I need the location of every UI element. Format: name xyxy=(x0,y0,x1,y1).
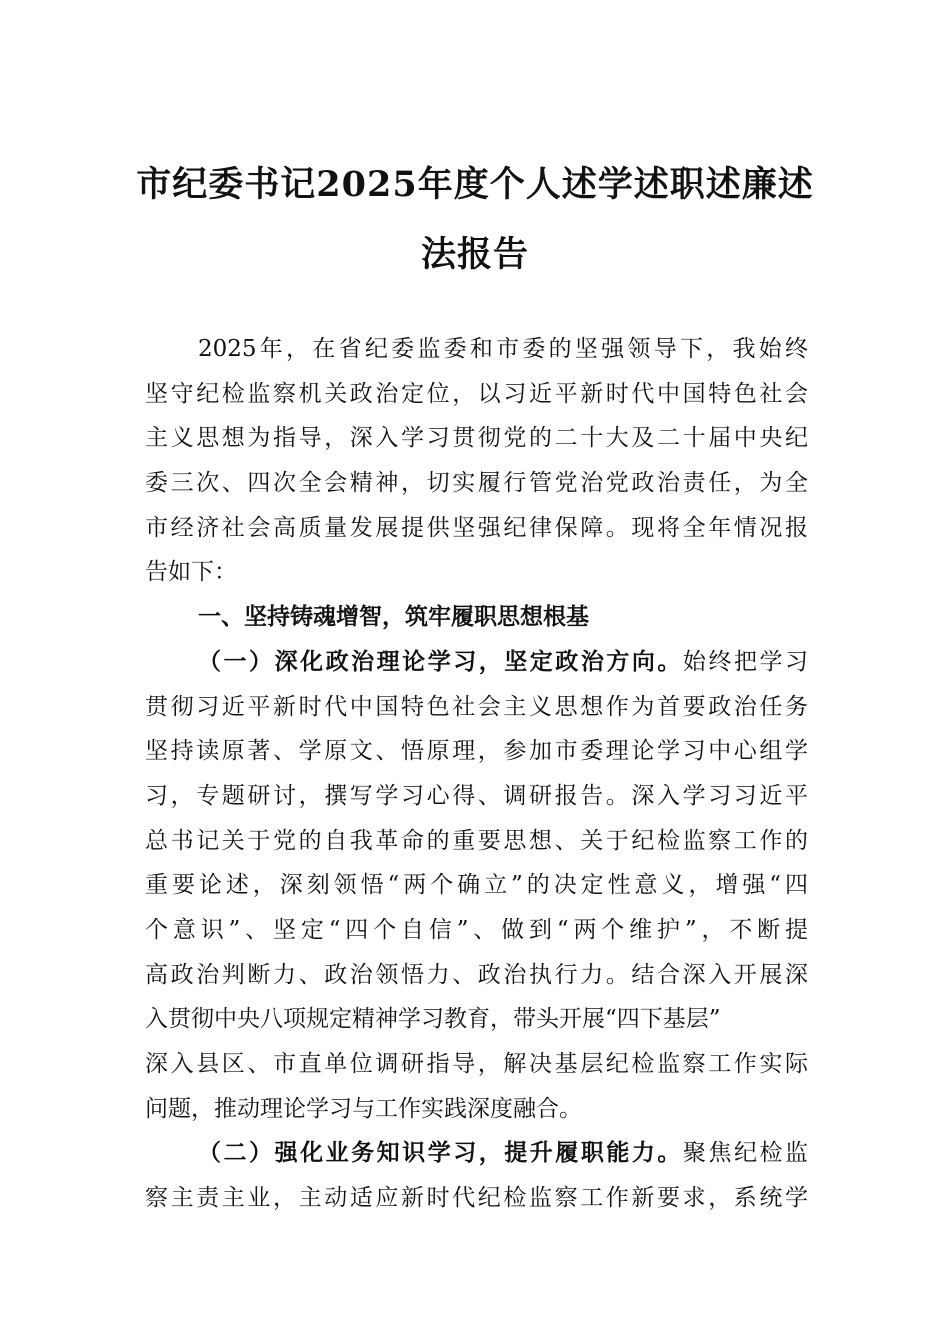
text-line: 重要论述，深刻领悟“两个确立”的决定性意义，增强“四 xyxy=(145,872,808,899)
text-line: 委三次、四次全会精神，切实履行管党治党政治责任，为全 xyxy=(145,470,808,497)
text-line: 坚持读原著、学原文、悟原理，参加市委理论学习中心组学 xyxy=(145,738,808,765)
text-line: 市经济社会高质量发展提供坚强纪律保障。现将全年情况报 xyxy=(145,514,808,541)
text-line: 告如下： xyxy=(145,559,237,586)
text-line: 坚守纪检监察机关政治定位，以习近平新时代中国特色社会 xyxy=(145,380,808,407)
section-heading: 一、坚持铸魂增智，筑牢履职思想根基 xyxy=(198,603,589,631)
text-line: 深入县区、市直单位调研指导，解决基层纪检监察工作实际 xyxy=(145,1051,808,1077)
text-line: 问题，推动理论学习与工作实践深度融合。 xyxy=(145,1095,582,1122)
paragraph-lead: （一）深化政治理论学习，坚定政治方向。 xyxy=(198,647,683,675)
text-line: 高政治判断力、政治领悟力、政治执行力。结合深入开展深 xyxy=(145,961,808,988)
text-line: 贯彻习近平新时代中国特色社会主义思想作为首要政治任务 xyxy=(145,693,808,720)
text-line: 入贯彻中央八项规定精神学习教育，带头开展“四下基层” xyxy=(145,1006,721,1033)
paragraph-text: 聚焦纪检监 xyxy=(682,1140,809,1167)
text-line: 察主责主业，主动适应新时代纪检监察工作新要求，系统学 xyxy=(145,1185,808,1212)
paragraph-text: 始终把学习 xyxy=(682,648,809,675)
title-line: 法报告 xyxy=(420,234,529,275)
text-line: 个意识”、坚定“四个自信”、做到“两个维护”，不断提 xyxy=(145,916,808,943)
text-line: 2025年，在省纪委监委和市委的坚强领导下，我始终 xyxy=(198,336,808,362)
paragraph-2 xyxy=(145,1131,808,1220)
title-line: 市纪委书记2025年度个人述学述职述廉述 xyxy=(136,164,814,205)
intro-paragraph xyxy=(145,327,808,595)
document-title xyxy=(0,150,950,290)
text-line: 习，专题研讨，撰写学习心得、调研报告。深入学习习近平 xyxy=(145,782,808,809)
paragraph-1 xyxy=(145,640,808,1132)
text-line: 主义思想为指导，深入学习贯彻党的二十大及二十届中央纪 xyxy=(145,425,808,452)
text-line xyxy=(145,640,808,685)
paragraph-lead: （二）强化业务知识学习，提升履职能力。 xyxy=(198,1139,683,1167)
text-line xyxy=(145,1131,808,1176)
document-body xyxy=(145,327,808,1221)
text-line: 总书记关于党的自我革命的重要思想、关于纪检监察工作的 xyxy=(145,827,808,854)
